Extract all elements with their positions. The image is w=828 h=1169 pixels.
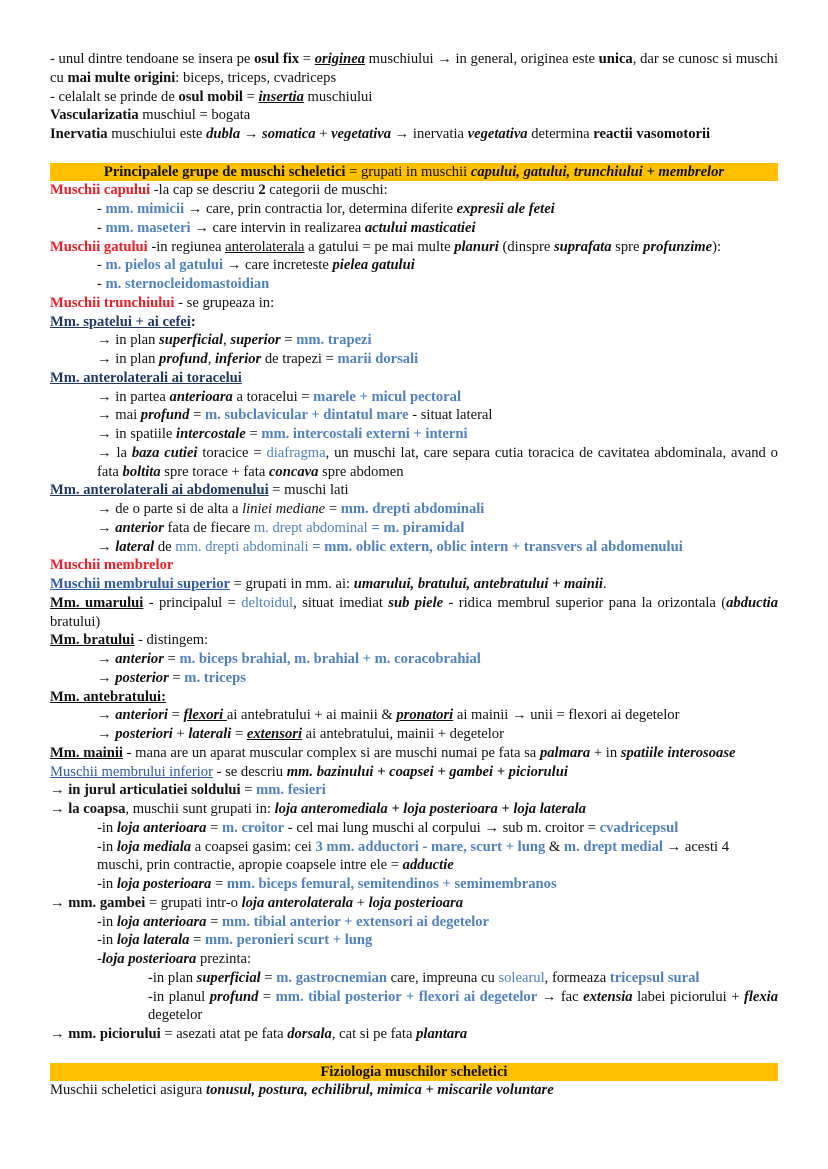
subsection-heading: pronatori [396, 707, 454, 724]
text-line [50, 913, 778, 932]
text-line [50, 88, 778, 107]
text-line [50, 219, 778, 238]
text-run: 2 [258, 182, 266, 199]
text-run: loja mediala [116, 838, 192, 855]
text-run: Fiziologia muschilor scheletici [320, 1063, 508, 1080]
text-run: , formeaza [544, 969, 610, 986]
text-run: loja posterioara [101, 951, 197, 967]
text-line [50, 538, 778, 557]
text-run: actului masticatiei [364, 219, 476, 236]
text-run: → in plan [97, 332, 160, 349]
subsection-heading: originea [314, 51, 365, 67]
text-run: = grupati in mm. ai: [230, 576, 354, 592]
text-run: abductia [726, 594, 778, 611]
text-run: - principalul = [143, 594, 242, 611]
text-run: -in [97, 932, 117, 949]
text-line [50, 200, 778, 219]
text-run: somatica [262, 126, 316, 142]
text-run: → [97, 519, 116, 536]
subsection-heading: Muschii membrului inferior [50, 763, 213, 780]
text-run: . [602, 576, 607, 592]
muscle-term: m. drept abdominal [253, 519, 368, 536]
text-run: = [242, 88, 259, 105]
text-run: = [280, 332, 297, 349]
text-line [50, 406, 778, 425]
text-run: -in [97, 913, 117, 930]
muscle-term: diafragma [266, 444, 326, 461]
muscle-term: mm. intercostali externi + interni [261, 426, 468, 442]
muscle-term: = mm. oblic extern, oblic intern + transvers al abdomenului [308, 538, 683, 555]
subsection-heading: insertia [258, 88, 304, 105]
text-line [50, 388, 778, 407]
subsection-heading: Mm. bratului [50, 632, 135, 649]
text-run: spre torace + fata [160, 463, 269, 480]
text-run: - situat lateral [408, 407, 493, 424]
muscle-term: mm. fesieri [256, 782, 326, 799]
text-run: + [353, 894, 369, 911]
text-run: ): [712, 238, 722, 255]
text-run: ai antebratului, mainii + degetelor [302, 726, 504, 742]
text-run: de [154, 538, 176, 555]
muscle-term: m. gastrocnemian [276, 969, 388, 986]
subsection-heading: Mm. antebratului: [50, 688, 166, 705]
section-banner [50, 163, 778, 182]
text-line [50, 425, 778, 444]
text-run: posteriori [115, 726, 173, 742]
muscle-term: mm. biceps femural, semitendinos + semimembranos [226, 876, 557, 892]
muscle-term: mm. trapezi [296, 332, 372, 349]
text-line [50, 125, 778, 144]
text-line [50, 688, 778, 707]
subsection-heading: Mm. anterolaterali ai toracelui [50, 369, 242, 386]
text-run: → [97, 707, 116, 724]
text-run: = [189, 932, 205, 949]
text-run: → care increteste [223, 257, 333, 274]
text-run: -la cap se descriu [150, 182, 259, 199]
text-run: intercostale [176, 426, 246, 442]
text-run: → in plan [97, 351, 160, 367]
text-run: posterior [115, 669, 169, 686]
text-run: profund [159, 351, 208, 367]
text-run: - se grupeaza in: [174, 294, 275, 311]
text-run: a coapsei gasim: cei [191, 838, 316, 855]
text-line [50, 988, 778, 1026]
text-line [50, 1025, 778, 1044]
text-run: laterali [188, 726, 232, 742]
text-line [50, 181, 778, 200]
subsection-heading: Mm. spatelui + ai cefei [50, 313, 191, 330]
text-run: , situat imediat [293, 594, 389, 611]
text-run: labei piciorului + [632, 988, 744, 1005]
text-line [50, 256, 778, 275]
text-run: & [545, 838, 564, 855]
text-line [50, 369, 778, 388]
text-run: mai multe origini [67, 69, 176, 86]
text-line [50, 819, 778, 838]
text-run: → acesti 4 muschi, prin contractie, apropie coapsele intre ele = [97, 838, 730, 874]
text-run: = [167, 707, 184, 724]
text-run: , dar se cunosc si muschi cu [50, 51, 778, 86]
text-run: → [240, 126, 263, 142]
muscle-term: mm. tibial anterior + extensori ai degetelor [222, 913, 490, 930]
text-line [50, 875, 778, 894]
text-run: anterior [115, 651, 164, 667]
muscle-term: marele + micul pectoral [313, 388, 462, 405]
text-run: = muschi lati [268, 482, 349, 499]
section-heading: Muschii membrelor [50, 557, 174, 574]
text-run: -in [97, 876, 117, 892]
muscle-term: m. subclavicular + dintatul mare [204, 407, 409, 424]
text-run: Principalele grupe de muschi scheletici [103, 163, 346, 180]
text-run: = [168, 669, 185, 686]
muscle-term: deltoidul [241, 594, 294, 611]
text-run: = [211, 876, 227, 892]
muscle-term: solearul [498, 969, 545, 986]
muscle-term: m. triceps [184, 669, 246, 686]
text-line [50, 294, 778, 313]
text-run: loja laterala [116, 932, 190, 949]
text-line [50, 631, 778, 650]
text-run: determina [527, 126, 594, 142]
text-run: - [97, 219, 106, 236]
text-run: - [97, 276, 106, 292]
text-run: muschiului → in general, originea este [365, 51, 599, 67]
text-run: loja anterolaterala [241, 894, 354, 911]
text-run: osul fix [254, 51, 300, 67]
text-run: loja posterioara [368, 894, 464, 911]
text-run: → mm. piciorului [50, 1026, 161, 1042]
text-run: , muschii sunt grupati in: [125, 801, 275, 817]
text-line [50, 481, 778, 500]
text-run: toracice = [197, 444, 267, 461]
text-run: -in planul [148, 988, 210, 1005]
text-run: superficial [196, 969, 261, 986]
text-run: degetelor [148, 1007, 203, 1024]
text-run: loja anteromediala + loja posterioara + loja laterala [274, 801, 586, 817]
muscle-term: mm. drepti abdominali [340, 501, 485, 517]
text-run: palmara [539, 744, 591, 761]
text-run: liniei mediane [242, 501, 326, 517]
text-run: → in spatiile [97, 426, 177, 442]
text-run: dubla [206, 126, 241, 142]
muscle-term: mm. drepti abdominali [175, 538, 309, 555]
text-run: concava [268, 463, 319, 480]
text-run: superficial [159, 332, 224, 349]
text-run: = [163, 651, 180, 667]
text-run: → inervatia [391, 126, 468, 142]
text-run: → mm. gambei [50, 894, 146, 911]
subsection-heading: flexori [183, 707, 227, 724]
text-run: vegetativa [331, 126, 392, 142]
text-line [50, 931, 778, 950]
text-run: care, impreuna cu [387, 969, 499, 986]
text-run: → mai [97, 407, 141, 424]
text-line [50, 725, 778, 744]
text-line [50, 744, 778, 763]
text-run: -in [97, 819, 117, 836]
text-line [50, 838, 778, 876]
text-run: pielea gatului [332, 257, 415, 274]
muscle-term: m. croitor [222, 819, 285, 836]
text-run: a gatului = pe mai multe [304, 238, 455, 255]
text-line [50, 781, 778, 800]
text-run: = [206, 913, 223, 930]
text-run: baza cutiei [131, 444, 198, 461]
text-run: anterioara [169, 388, 233, 405]
text-run: = [258, 988, 276, 1005]
text-run: = [240, 782, 257, 799]
section-banner [50, 1063, 778, 1082]
section-heading: Muschii trunchiului [50, 294, 175, 311]
text-line [50, 950, 778, 969]
text-run: = grupati intr-o [145, 894, 242, 911]
subsection-heading: Mm. mainii [50, 744, 123, 761]
text-run: sub piele [388, 594, 444, 611]
text-run: , [223, 332, 231, 349]
text-run: → de o parte si de alta a [97, 501, 243, 517]
text-run: anteriori [115, 707, 168, 724]
text-run: - mana are un aparat muscular complex si are muschi numai pe fata sa [122, 744, 540, 761]
text-line [50, 500, 778, 519]
text-line [50, 669, 778, 688]
text-line [50, 106, 778, 125]
text-run: -in regiunea [147, 238, 226, 255]
text-run: spre abdomen [318, 463, 404, 480]
text-run: unica [598, 51, 633, 67]
text-run: anterior [115, 519, 164, 536]
text-line [50, 894, 778, 913]
text-run: profund [209, 988, 259, 1005]
text-run: → [97, 669, 116, 686]
text-run: → in partea [97, 388, 170, 405]
text-run: → fac [537, 988, 584, 1005]
text-run: → care intervin in realizarea [190, 219, 365, 236]
text-run: osul mobil [178, 88, 243, 105]
muscle-term: m. drept medial [563, 838, 663, 855]
muscle-term: tricepsul sural [609, 969, 700, 986]
text-line [50, 50, 778, 88]
text-run: (dinspre [498, 238, 554, 255]
text-run: lateral [115, 538, 155, 555]
text-line [50, 313, 778, 332]
subsection-heading: Muschii membrului superior [50, 576, 230, 592]
text-run: anterolaterala [225, 238, 305, 255]
text-run: = [325, 501, 341, 517]
muscle-term: m. biceps brahial, m. brahial + m. coracobrahial [179, 651, 481, 667]
text-run: profund [140, 407, 190, 424]
text-line [50, 350, 778, 369]
text-run: - unul dintre tendoane se insera pe [50, 51, 255, 67]
text-run: vegetativa [467, 126, 528, 142]
text-run: categorii de muschi: [265, 182, 388, 199]
text-run: → la [97, 444, 132, 461]
text-run: = [189, 407, 205, 424]
text-run: reactii vasomotorii [593, 126, 711, 142]
text-run: , un muschi lat, care separa cutia toracica de cavitatea abdominala, avand o fata [97, 444, 778, 480]
text-run: flexia [743, 988, 778, 1005]
text-run: = [299, 51, 315, 67]
text-run: fata de fiecare [163, 519, 254, 536]
section-heading: Muschii gatului [50, 238, 148, 255]
text-run: → in jurul articulatiei soldului [50, 782, 241, 799]
text-run: = asezati atat pe fata [160, 1026, 288, 1042]
text-run: = grupati in muschii [345, 163, 471, 180]
text-line [50, 594, 778, 632]
muscle-term: = m. piramidal [367, 519, 465, 536]
text-run: → care, prin contractia lor, determina diferite [184, 201, 457, 217]
text-line [50, 519, 778, 538]
muscle-term: mm. tibial posterior + flexori ai degetelor [275, 988, 538, 1005]
text-run: a toracelui = [232, 388, 314, 405]
text-run: + [315, 126, 332, 142]
muscle-term: m. pielos al gatului [105, 257, 224, 274]
text-run: , cat si pe fata [331, 1026, 417, 1042]
muscle-term: mm. maseteri [105, 219, 191, 236]
muscle-term: cvadricepsul [599, 819, 679, 836]
muscle-term: marii dorsali [337, 351, 419, 367]
text-line [50, 331, 778, 350]
text-run: Inervatia [50, 126, 108, 142]
text-line [50, 763, 778, 782]
text-run: mm. bazinului + coapsei + gambei + piciorului [286, 763, 568, 780]
text-run: extensia [583, 988, 633, 1005]
text-run: → la coapsa [50, 801, 126, 817]
spacer [50, 144, 778, 163]
muscle-term: mm. peronieri scurt + lung [204, 932, 373, 949]
muscle-term: m. sternocleidomastoidian [105, 276, 270, 292]
text-run: muschiului este [107, 126, 207, 142]
text-run: = [206, 819, 223, 836]
text-run: inferior [215, 351, 262, 367]
text-run: expresii ale fetei [456, 201, 555, 217]
text-run: , [207, 351, 215, 367]
text-line [50, 800, 778, 819]
text-run: ai antebratului + ai mainii & [226, 707, 397, 724]
text-run: de trapezi = [261, 351, 338, 367]
text-run: tonusul, postura, echilibrul, mimica + miscarile voluntare [206, 1082, 554, 1099]
text-run: ai mainii → unii = flexori ai degetelor [453, 707, 680, 724]
text-run: - distingem: [134, 632, 209, 649]
text-line [50, 238, 778, 257]
text-line [50, 1081, 778, 1100]
spacer [50, 1044, 778, 1063]
text-run: bratului) [50, 613, 101, 630]
text-line [50, 275, 778, 294]
subsection-heading: Mm. anterolaterali ai abdomenului [50, 482, 269, 499]
text-run: = [260, 969, 277, 986]
text-run: umarului, bratului, antebratului + mainii [353, 576, 603, 592]
text-run: loja anterioara [116, 913, 207, 930]
text-line [50, 650, 778, 669]
text-line [50, 444, 778, 482]
text-line [50, 706, 778, 725]
subsection-heading: Mm. umarului [50, 594, 144, 611]
text-run: - [97, 951, 102, 967]
text-run: capului, gatului, trunchiului + membrelor [470, 163, 725, 180]
text-run: loja anterioara [116, 819, 207, 836]
text-line [50, 969, 778, 988]
document-page [50, 50, 778, 1100]
muscle-term: 3 mm. adductori - mare, scurt + lung [315, 838, 546, 855]
text-run: = [245, 426, 262, 442]
text-run: + in [590, 744, 621, 761]
text-run: boltita [122, 463, 161, 480]
text-run: : [190, 313, 196, 330]
text-run: → [97, 538, 116, 555]
text-run: Muschii scheletici asigura [50, 1082, 207, 1099]
text-run: -in plan [148, 969, 197, 986]
text-run: + [172, 726, 189, 742]
text-run: spre [611, 238, 644, 255]
text-run: muschiul = bogata [138, 107, 251, 124]
text-run: - [97, 201, 106, 217]
text-run: - [97, 257, 106, 274]
text-run: : biceps, triceps, cvadriceps [175, 69, 337, 86]
muscle-term: mm. mimicii [105, 201, 185, 217]
text-run: - se descriu [212, 763, 287, 780]
text-run: muschiului [303, 88, 373, 105]
text-run: suprafata [553, 238, 612, 255]
text-run: -in [97, 838, 117, 855]
text-line [50, 575, 778, 594]
text-run: - celalalt se prinde de [50, 88, 179, 105]
text-run: = [231, 726, 247, 742]
text-run: spatiile interosoase [620, 744, 736, 761]
text-run: dorsala [287, 1026, 332, 1042]
text-run: plantara [416, 1026, 468, 1042]
text-run: superior [230, 332, 281, 349]
text-line [50, 556, 778, 575]
text-run: planuri [454, 238, 499, 255]
text-run: Vascularizatia [50, 107, 139, 124]
text-run: → [97, 651, 116, 667]
text-run: adductie [402, 857, 454, 874]
text-run: profunzime [643, 238, 713, 255]
text-run: - cel mai lung muschi al corpului → sub m. croitor = [284, 819, 600, 836]
subsection-heading: extensori [246, 726, 303, 742]
text-run: - ridica membrul superior pana la orizontala ( [443, 594, 727, 611]
section-heading: Muschii capului [50, 182, 151, 199]
text-run: → [97, 726, 116, 742]
text-run: prezinta: [196, 951, 252, 967]
text-run: loja posterioara [116, 876, 212, 892]
